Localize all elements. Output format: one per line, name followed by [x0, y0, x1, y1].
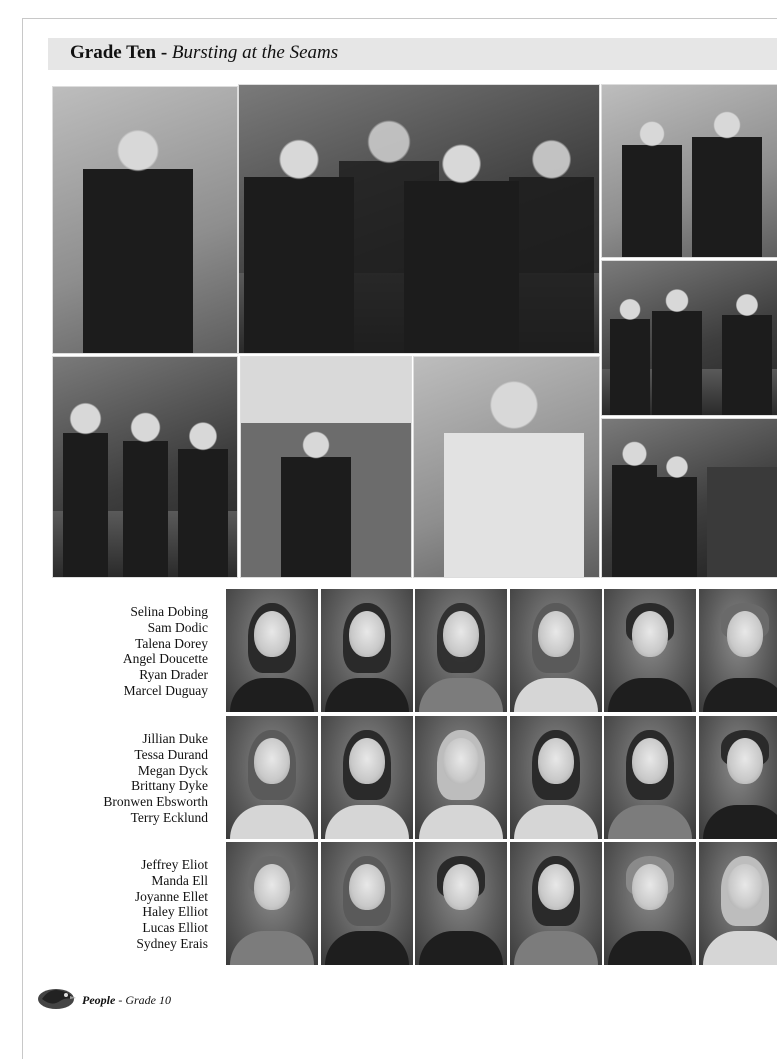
student-portrait	[226, 716, 318, 839]
candid-photo-football-field	[240, 356, 412, 578]
candid-photo-four-boys	[238, 84, 600, 354]
student-portrait	[415, 716, 507, 839]
candid-photo-girl-hoodie	[52, 86, 238, 354]
student-name: Sam Dodic	[147, 619, 208, 635]
name-list-row-1	[60, 604, 208, 699]
student-name: Megan Dyck	[137, 762, 208, 778]
name-list-row-3	[60, 857, 208, 952]
page-subtitle: Bursting at the Seams	[171, 42, 339, 63]
student-name: Brittany Dyke	[131, 778, 208, 794]
student-name: Sydney Erais	[136, 935, 208, 951]
student-portrait	[510, 842, 602, 965]
student-portrait	[604, 589, 696, 712]
footer-section: People	[82, 993, 116, 1007]
student-portrait	[321, 589, 413, 712]
student-name: Talena Dorey	[135, 635, 208, 651]
footer-separator: -	[115, 993, 126, 1007]
title-separator: -	[156, 42, 172, 63]
student-name: Selina Dobing	[130, 604, 208, 619]
student-portrait	[604, 716, 696, 839]
student-portrait	[226, 589, 318, 712]
name-list-row-2	[60, 731, 208, 826]
student-portrait	[510, 589, 602, 712]
student-portrait	[321, 842, 413, 965]
student-name: Marcel Duguay	[123, 682, 208, 698]
student-portrait	[604, 842, 696, 965]
candid-photo-group-flowers	[601, 260, 777, 416]
footer-page-label: Grade 10	[125, 993, 171, 1007]
student-name: Ryan Drader	[139, 667, 208, 683]
candid-photo-two-girls	[601, 84, 777, 258]
student-portrait	[321, 716, 413, 839]
student-name: Haley Elliot	[142, 904, 208, 920]
student-name: Manda Ell	[151, 872, 208, 888]
student-portrait	[415, 589, 507, 712]
student-name: Jeffrey Eliot	[141, 857, 208, 872]
student-portrait	[226, 842, 318, 965]
eagle-mascot-icon	[36, 985, 76, 1011]
student-name: Tessa Durand	[134, 746, 208, 762]
student-portrait	[415, 842, 507, 965]
student-name: Angel Doucette	[122, 651, 208, 667]
candid-photo-girl-drinking	[413, 356, 600, 578]
page-title	[70, 41, 338, 65]
candid-photo-girls-banner	[601, 418, 777, 578]
student-name: Jillian Duke	[142, 731, 208, 746]
student-name: Terry Ecklund	[130, 809, 208, 825]
student-portrait	[699, 842, 777, 965]
student-portrait	[699, 716, 777, 839]
student-portrait	[510, 716, 602, 839]
student-name: Joyanne Ellet	[134, 888, 208, 904]
student-name: Bronwen Ebsworth	[103, 794, 208, 810]
grade-heading: Grade Ten	[70, 42, 157, 63]
student-name: Lucas Elliot	[142, 920, 208, 936]
candid-photo-hallway-group	[52, 356, 238, 578]
page-footer	[82, 993, 171, 1008]
student-portrait	[699, 589, 777, 712]
